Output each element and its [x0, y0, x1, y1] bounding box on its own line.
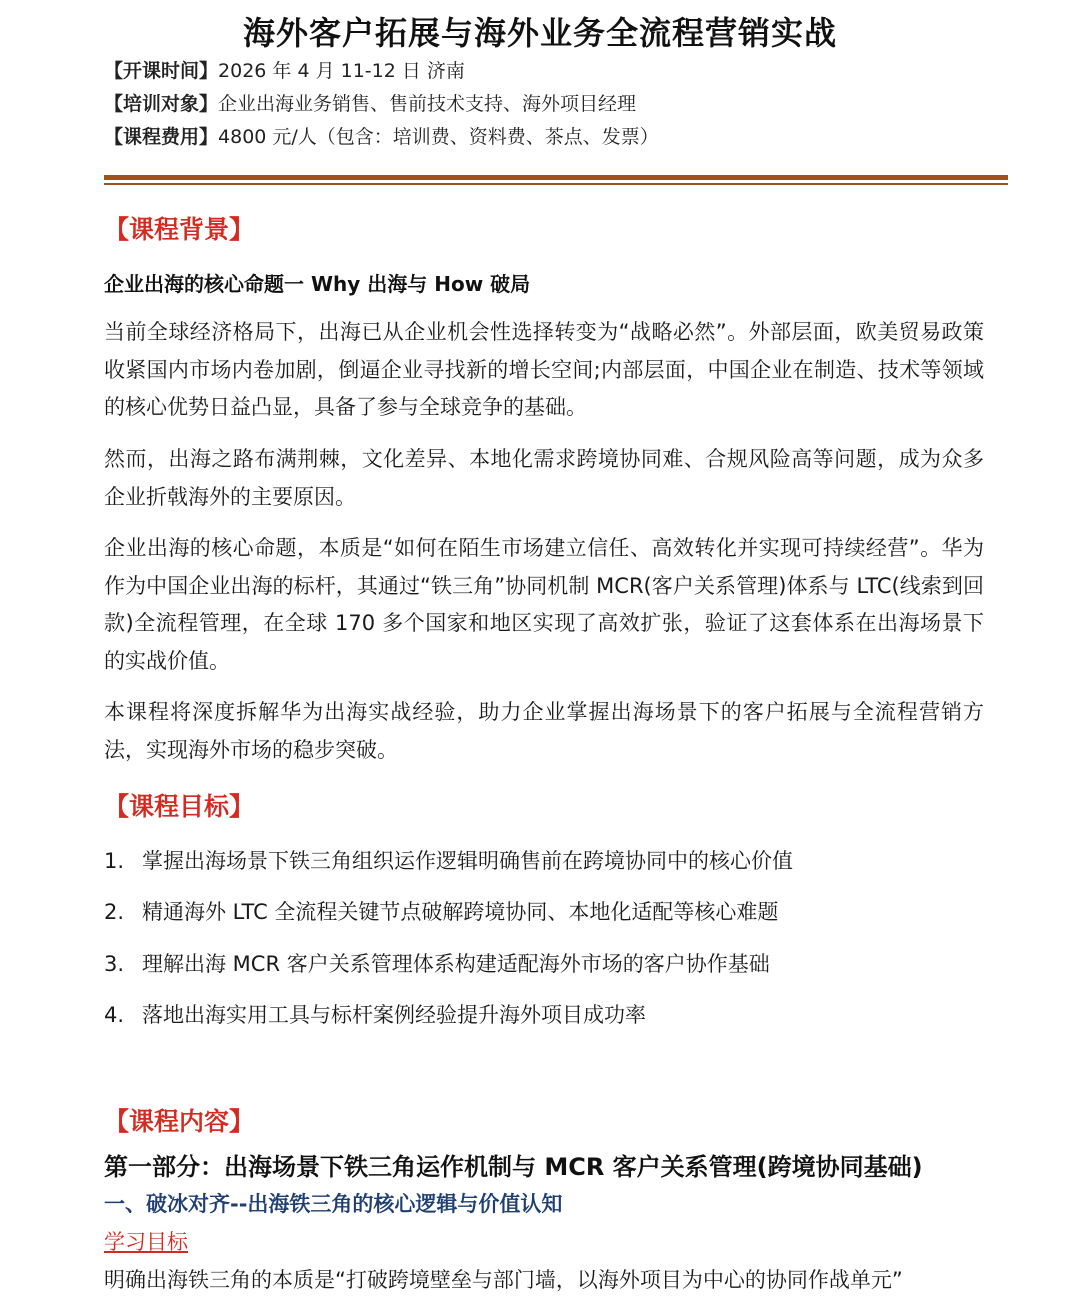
content-heading: 【课程内容】	[104, 1107, 255, 1136]
background-subheading: 企业出海的核心命题一 Why 出海与 How 破局	[104, 272, 531, 296]
header-divider-thick	[104, 175, 1008, 180]
document-title: 海外客户拓展与海外业务全流程营销实战	[242, 14, 837, 52]
background-paragraph-3: 企业出海的核心命题，本质是“如何在陌生市场建立信任、高效转化并实现可持续经营”。华为作为中国企业出海的标杆，其通过“铁三角”协同机制 MCR(客户关系管理)体系与 LTC(线索到回款)全流程管理，在全球 170 多个国家和地区实现了高效扩张，验证了这套体系在出海场景下的实战价值。	[104, 536, 984, 673]
background-heading: 【课程背景】	[104, 215, 255, 244]
content-part-title: 第一部分：出海场景下铁三角运作机制与 MCR 客户关系管理(跨境协同基础)	[104, 1153, 923, 1181]
meta-time-value: 2026 年 4 月 11-12 日 济南	[218, 60, 465, 82]
goal-number: 2.	[104, 900, 125, 924]
goal-number: 4.	[104, 1003, 125, 1027]
goal-item	[104, 896, 778, 926]
goal-text: 落地出海实用工具与标杆案例经验提升海外项目成功率	[142, 1003, 646, 1027]
meta-fee	[104, 124, 659, 150]
background-paragraph-2: 然而，出海之路布满荆棘，文化差异、本地化需求跨境协同难、合规风险高等问题，成为众多企业折戟海外的主要原因。	[104, 447, 984, 509]
header-divider-thin	[104, 183, 1008, 185]
goal-number: 1.	[104, 849, 125, 873]
goal-item	[104, 948, 770, 978]
goal-number: 3.	[104, 952, 125, 976]
meta-fee-value: 4800 元/人（包含：培训费、资料费、茶点、发票）	[218, 126, 659, 148]
meta-fee-label: 【课程费用】	[104, 126, 219, 148]
background-paragraph-4: 本课程将深度拆解华为出海实战经验，助力企业掌握出海场景下的客户拓展与全流程营销方法，实现海外市场的稳步突破。	[104, 700, 984, 762]
meta-audience	[104, 91, 636, 117]
learning-goal-text: 明确出海铁三角的本质是“打破跨境壁垒与部门墙，以海外项目为中心的协同作战单元”	[104, 1268, 903, 1292]
meta-time-label: 【开课时间】	[104, 60, 219, 82]
meta-audience-label: 【培训对象】	[104, 93, 219, 115]
meta-course-time	[104, 58, 465, 84]
goals-heading: 【课程目标】	[104, 792, 255, 821]
meta-audience-value: 企业出海业务销售、售前技术支持、海外项目经理	[218, 93, 637, 115]
goal-item	[104, 999, 646, 1029]
goal-text: 理解出海 MCR 客户关系管理体系构建适配海外市场的客户协作基础	[142, 952, 770, 976]
goal-item	[104, 845, 793, 875]
learning-goal-label: 学习目标	[104, 1230, 188, 1254]
content-section-title: 一、破冰对齐--出海铁三角的核心逻辑与价值认知	[104, 1192, 563, 1216]
background-paragraph-1: 当前全球经济格局下，出海已从企业机会性选择转变为“战略必然”。外部层面，欧美贸易政策收紧国内市场内卷加剧，倒逼企业寻找新的增长空间;内部层面，中国企业在制造、技术等领域的核心优势日益凸显，具备了参与全球竞争的基础。	[104, 320, 984, 419]
goal-text: 精通海外 LTC 全流程关键节点破解跨境协同、本地化适配等核心难题	[142, 900, 779, 924]
goal-text: 掌握出海场景下铁三角组织运作逻辑明确售前在跨境协同中的核心价值	[142, 849, 793, 873]
